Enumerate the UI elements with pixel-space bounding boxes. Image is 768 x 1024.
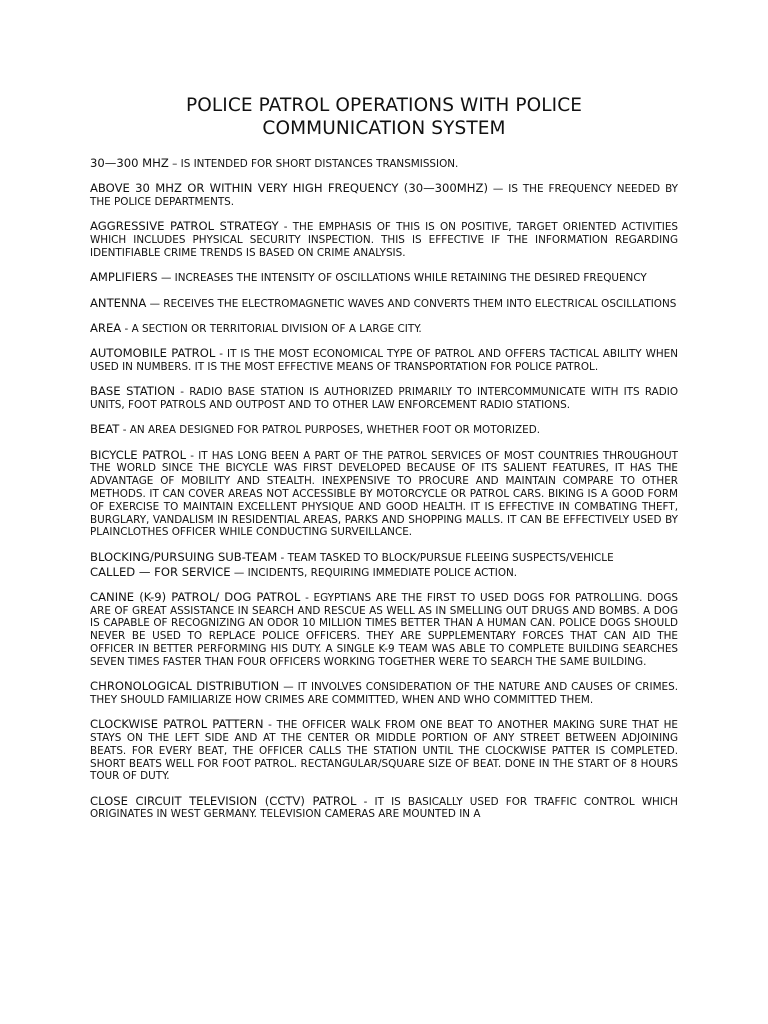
glossary-entry (90, 297, 678, 311)
term-separator: — (488, 183, 509, 196)
term-separator: - (278, 221, 293, 234)
term-separator: — (157, 272, 175, 285)
glossary-term: 30—300 MHZ (90, 156, 169, 170)
glossary-term: CLOCKWISE PATROL PATTERN (90, 717, 264, 732)
glossary-definition: THE EMPHASIS OF THIS IS ON POSITIVE, TARGET ORIENTED ACTIVITIES WHICH INCLUDES PHYSICAL SECURITY INSPECTION. THIS IS EFFECTIVE IF THE INFORMATION REGARDING IDENTIFIABLE CRIME TRENDS IS BASED ON CRIME ANALYSIS. (90, 221, 679, 259)
glossary-definition: RECEIVES THE ELECTROMAGNETIC WAVES AND CONVERTS THEM INTO ELECTRICAL OSCILLATIONS (163, 297, 677, 310)
glossary-definition: AN AREA DESIGNED FOR PATROL PURPOSES, WHETHER FOOT OR MOTORIZED. (129, 424, 541, 437)
glossary-term: AUTOMOBILE PATROL (90, 346, 216, 361)
glossary-term: BEAT (90, 422, 120, 437)
glossary-entry (90, 680, 678, 707)
glossary-entry (90, 271, 678, 285)
glossary-term: CLOSE CIRCUIT TELEVISION (CCTV) PATROL (90, 794, 357, 808)
glossary-definition: A SECTION OR TERRITORIAL DIVISION OF A LARGE CITY. (131, 322, 422, 335)
glossary-entry (90, 347, 678, 374)
term-separator: – (168, 158, 181, 170)
glossary-entry (90, 385, 678, 412)
glossary-term: CHRONOLOGICAL DISTRIBUTION (90, 679, 280, 694)
glossary-entry (90, 220, 678, 259)
glossary-definition: RADIO BASE STATION IS AUTHORIZED PRIMARILY TO INTERCOMMUNICATE WITH ITS RADIO UNITS, FOOT PATROLS AND OUTPOST AND TO OTHER LAW ENFORCEMENT RADIO STATIONS. (90, 386, 678, 412)
glossary-definition: IT IS BASICALLY USED FOR TRAFFIC CONTROL WHICH ORIGINATES IN WEST GERMANY. TELEVISION CAMERAS ARE MOUNTED IN A (90, 795, 678, 821)
term-separator: - (175, 386, 190, 399)
glossary-entry (90, 423, 678, 437)
term-separator: - (215, 348, 228, 361)
glossary-definition: INCIDENTS, REQUIRING IMMEDIATE POLICE ACTION. (247, 566, 518, 579)
term-separator: - (300, 591, 314, 604)
term-separator: - (186, 449, 199, 462)
glossary-definition: EGYPTIANS ARE THE FIRST TO USED DOGS FOR PATROLLING. DOGS ARE OF GREAT ASSISTANCE IN SEARCH AND RESCUE AS WELL AS IN SMELLING OUT DRUGS AND BOMBS. A DOG IS CAPABLE OF RECOGNIZING AN ODOR 10 MILLION TIMES BETTER THAN A HUMAN CAN. POLICE DOGS SHOULD NEVER BE USED TO REPLACE POLICE OFFICERS. THEY ARE SUPPLEMENTARY FORCES THAT CAN AID THE OFFICER IN BETTER PERFORMING HIS DUTY. A SINGLE K-9 TEAM WAS ABLE TO COMPLETE BUILDING SEARCHES SEVEN TIMES FASTER THAN FOUR OFFICERS WORKING TOGETHER WERE TO SEARCH THE SAME BUILDING. (90, 591, 679, 668)
term-separator: - (356, 795, 375, 808)
term-separator: - (119, 424, 130, 437)
glossary-term: CALLED — FOR SERVICE (90, 564, 231, 579)
term-separator: — (146, 297, 164, 310)
glossary-definition: TEAM TASKED TO BLOCK/PURSUE FLEEING SUSPECTS/VEHICLE (287, 551, 614, 564)
term-separator: - (277, 551, 288, 564)
glossary-term: AGGRESSIVE PATROL STRATEGY (90, 219, 279, 234)
glossary-definition: IT HAS LONG BEEN A PART OF THE PATROL SERVICES OF MOST COUNTRIES THROUGHOUT THE WORLD SINCE THE BICYCLE WAS FIRST DEVELOPED BECAUSE OF ITS SALIENT FEATURES, IT HAS THE ADVANTAGE OF MOBILITY AND STEALTH. INEXPENSIVE TO PROCURE AND MAINTAIN COMPARE TO OTHER METHODS. IT CAN COVER AREAS NOT ACCESSIBLE BY MOTORCYCLE OR PATROL CARS. BIKING IS A GOOD FORM OF EXERCISE TO MAINTAIN EXCELLENT PHYSIQUE AND GOOD HEALTH. IT IS EFFECTIVE IN COMBATING THEFT, BURGLARY, VANDALISM IN RESIDENTIAL AREAS, PARKS AND SHOPPING MALLS. IT CAN BE EFFECTIVELY USED BY PLAINCLOTHES OFFICER WHILE CONDUCTING SURVEILLANCE. (90, 449, 679, 539)
glossary-definition: IT INVOLVES CONSIDERATION OF THE NATURE AND CAUSES OF CRIMES. THEY SHOULD FAMILIARIZE HOW CRIMES ARE COMMITTED, WHEN AND WHO COMMITTED THEM. (90, 681, 678, 706)
glossary-entry (90, 322, 678, 336)
glossary-entry (90, 591, 678, 669)
glossary-term: BASE STATION (90, 384, 176, 399)
document-title (90, 94, 678, 140)
glossary-definition: IS INTENDED FOR SHORT DISTANCES TRANSMISSION. (180, 158, 459, 170)
glossary-term: AMPLIFIERS (90, 270, 158, 285)
glossary-entry (90, 157, 678, 171)
term-separator: — (279, 681, 298, 694)
glossary-term: ABOVE 30 MHZ OR WITHIN VERY HIGH FREQUENCY (30—300MHZ) (90, 181, 488, 196)
glossary-list (90, 157, 678, 820)
glossary-definition: IT IS THE MOST ECONOMICAL TYPE OF PATROL AND OFFERS TACTICAL ABILITY WHEN USED IN NUMBERS. IT IS THE MOST EFFECTIVE MEANS OF TRANSPORTATION FOR POLICE PATROL. (90, 348, 678, 373)
glossary-term: CANINE (K-9) PATROL/ DOG PATROL (90, 589, 301, 604)
glossary-term: BICYCLE PATROL (90, 447, 187, 462)
term-separator: — (230, 566, 248, 579)
term-separator: - (121, 322, 132, 335)
glossary-term: BLOCKING/PURSUING SUB-TEAM (90, 549, 278, 564)
title-line-1: POLICE PATROL OPERATIONS WITH POLICE (185, 95, 583, 116)
glossary-entry (90, 795, 678, 821)
glossary-entry (90, 566, 678, 580)
glossary-entry (90, 182, 678, 209)
glossary-definition: IS THE FREQUENCY NEEDED BY THE POLICE DEPARTMENTS. (90, 183, 679, 209)
glossary-entry (90, 551, 678, 565)
glossary-entry (90, 449, 678, 540)
glossary-entry (90, 718, 678, 783)
glossary-term: AREA (90, 320, 122, 335)
title-line-2: COMMUNICATION SYSTEM (262, 118, 506, 139)
glossary-definition: INCREASES THE INTENSITY OF OSCILLATIONS WHILE RETAINING THE DESIRED FREQUENCY (174, 272, 647, 285)
glossary-term: ANTENNA (90, 295, 147, 310)
term-separator: - (263, 719, 277, 732)
glossary-definition: THE OFFICER WALK FROM ONE BEAT TO ANOTHER MAKING SURE THAT HE STAYS ON THE LEFT SIDE AND AT THE CENTER OR MIDDLE PORTION OF ANY STREET BETWEEN ADJOINING BEATS. FOR EVERY BEAT, THE OFFICER CALLS THE STATION UNTIL THE CLOCKWISE PATTER IS COMPLETED. SHORT BEATS WELL FOR FOOT PATROL. RECTANGULAR/SQUARE SIZE OF BEAT. DONE IN THE START OF 8 HOURS TOUR OF DUTY. (90, 719, 678, 783)
